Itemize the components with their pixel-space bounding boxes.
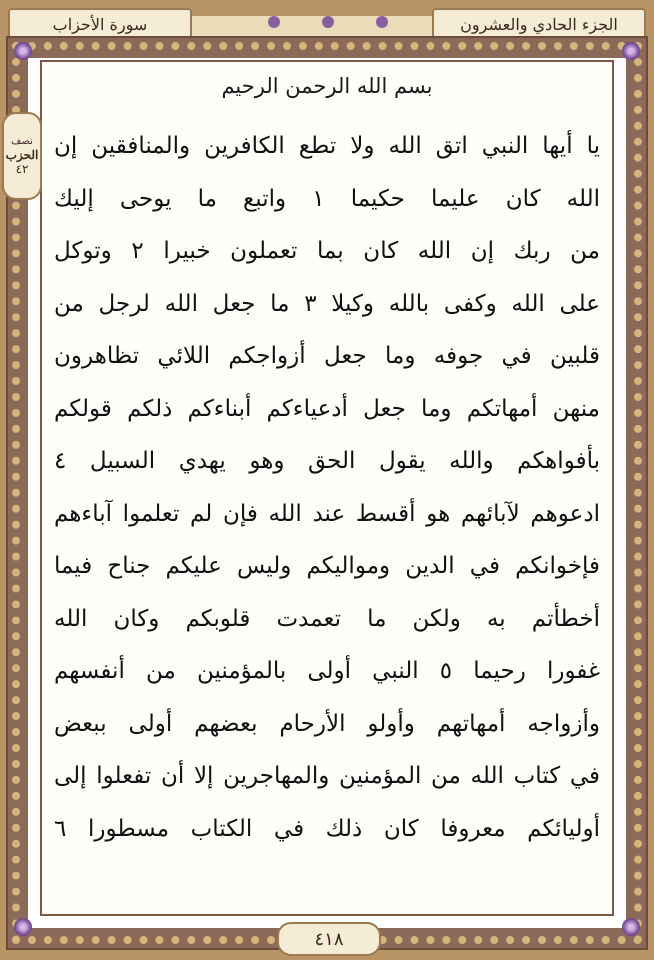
hizb-marker-number: ٤٢ bbox=[15, 162, 29, 176]
verse-line: أوليائكم معروفا كان ذلك في الكتاب مسطورا ٦ bbox=[54, 815, 600, 842]
text-area bbox=[40, 60, 614, 916]
verse-line: الله كان عليما حكيما ١ واتبع ما يوحى إليك bbox=[54, 185, 600, 212]
verse-line: يا أيها النبي اتق الله ولا تطع الكافرين والمنافقين إن bbox=[54, 133, 600, 160]
page-number: ٤١٨ bbox=[277, 922, 381, 956]
verse-line: أخطأتم به ولكن ما تعمدت قلوبكم وكان الله bbox=[54, 605, 600, 632]
flower-icon bbox=[268, 16, 280, 28]
bismillah: بسم الله الرحمن الرحيم bbox=[221, 74, 433, 98]
page-header bbox=[8, 6, 646, 36]
hizb-marker-label: الحزب bbox=[5, 147, 39, 162]
juz-name: الجزء الحادي والعشرون bbox=[460, 14, 618, 34]
verse-line: غفورا رحيما ٥ النبي أولى بالمؤمنين من أنفسهم bbox=[54, 658, 600, 685]
corner-flower-icon bbox=[14, 918, 32, 936]
verse-lines bbox=[54, 120, 600, 855]
hizb-marker-half: نصف bbox=[11, 135, 33, 147]
verse-line: في كتاب الله من المؤمنين والمهاجرين إلا أن تفعلوا إلى bbox=[54, 763, 600, 790]
flower-icon bbox=[376, 16, 388, 28]
verse-line: وأزواجه أمهاتهم وأولو الأرحام بعضهم أولى ببعض bbox=[54, 710, 600, 737]
corner-flower-icon bbox=[14, 42, 32, 60]
corner-flower-icon bbox=[622, 918, 640, 936]
hizb-marker bbox=[2, 112, 42, 200]
verse-line: ادعوهم لآبائهم هو أقسط عند الله فإن لم تعلموا آباءهم bbox=[54, 500, 600, 527]
verse-line: فإخوانكم في الدين ومواليكم وليس عليكم جناح فيما bbox=[54, 553, 600, 580]
flower-icon bbox=[322, 16, 334, 28]
corner-flower-icon bbox=[622, 42, 640, 60]
verse-line: منهن أمهاتكم وما جعل أدعياءكم أبناءكم ذلكم قولكم bbox=[54, 395, 600, 422]
verse-line: بأفواهكم والله يقول الحق وهو يهدي السبيل ٤ bbox=[54, 448, 600, 475]
verse-line: من ربك إن الله كان بما تعملون خبيرا ٢ وتوكل bbox=[54, 238, 600, 265]
verse-line: قلبين في جوفه وما جعل أزواجكم اللائي تظاهرون bbox=[54, 343, 600, 370]
verse-line: على الله وكفى بالله وكيلا ٣ ما جعل الله لرجل من bbox=[54, 290, 600, 317]
surah-name: سورة الأحزاب bbox=[52, 14, 148, 34]
header-ornament bbox=[228, 12, 428, 32]
